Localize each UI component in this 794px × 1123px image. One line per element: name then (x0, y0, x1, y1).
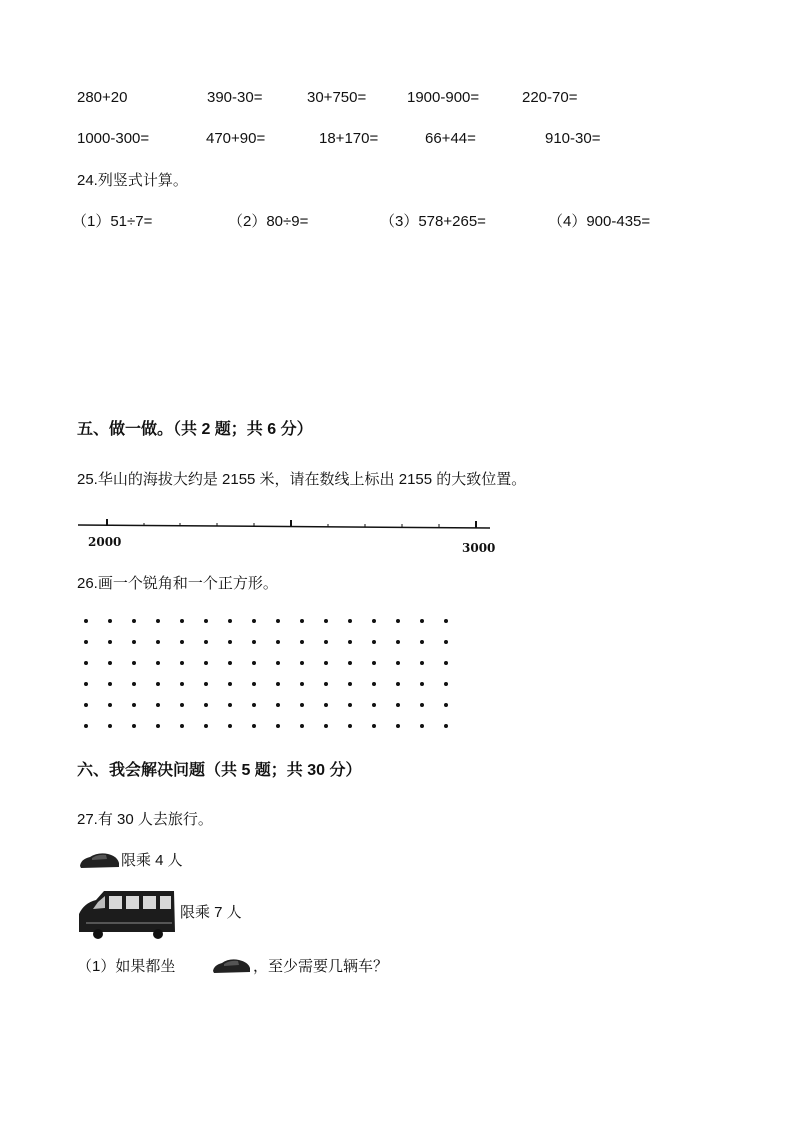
van-icon (76, 888, 178, 940)
grid-dot (420, 682, 424, 686)
grid-dot (204, 682, 208, 686)
grid-dot (276, 703, 280, 707)
grid-dot (300, 682, 304, 686)
grid-dot (180, 640, 184, 644)
grid-dot (324, 619, 328, 623)
grid-dot (252, 661, 256, 665)
question-27-text: 27.有 30 人去旅行。 (77, 811, 213, 828)
grid-dot (156, 661, 160, 665)
grid-dot (228, 661, 232, 665)
grid-dot (204, 640, 208, 644)
grid-dot (444, 640, 448, 644)
grid-dot (156, 682, 160, 686)
grid-dot (180, 661, 184, 665)
grid-dot (132, 661, 136, 665)
grid-dot (396, 703, 400, 707)
arith-item: 66+44= (425, 130, 476, 147)
section-5-heading: 五、做一做。（共 2 题；共 6 分） (77, 421, 313, 438)
grid-dot (204, 619, 208, 623)
grid-dot (84, 619, 88, 623)
grid-dot (132, 682, 136, 686)
grid-dot (132, 724, 136, 728)
arith-item: 910-30= (545, 130, 601, 147)
grid-dot (276, 640, 280, 644)
grid-dot (372, 724, 376, 728)
q24-item: （2）80÷9= (228, 213, 309, 230)
number-line (70, 512, 500, 536)
grid-dot (132, 703, 136, 707)
grid-dot (300, 640, 304, 644)
arith-item: 1000-300= (77, 130, 150, 147)
grid-dot (108, 682, 112, 686)
grid-dot (180, 682, 184, 686)
grid-dot (228, 724, 232, 728)
grid-dot (372, 703, 376, 707)
grid-dot (156, 619, 160, 623)
grid-dot (324, 682, 328, 686)
grid-dot (156, 724, 160, 728)
q24-item: （4）900-435= (548, 213, 651, 230)
grid-dot (300, 619, 304, 623)
grid-dot (300, 703, 304, 707)
grid-dot (204, 703, 208, 707)
grid-dot (372, 682, 376, 686)
grid-dot (132, 640, 136, 644)
grid-dot (108, 619, 112, 623)
grid-dot (444, 682, 448, 686)
grid-dot (84, 661, 88, 665)
q24-item: （3）578+265= (380, 213, 486, 230)
grid-dot (420, 703, 424, 707)
arith-item: 1900-900= (407, 89, 480, 106)
grid-dot (444, 619, 448, 623)
grid-dot (228, 682, 232, 686)
grid-dot (372, 619, 376, 623)
grid-dot (420, 724, 424, 728)
grid-dot (348, 640, 352, 644)
arith-item: 30+750= (307, 89, 367, 106)
car-capacity-label: 限乘 4 人 (121, 852, 183, 869)
question-26-text: 26.画一个锐角和一个正方形。 (77, 575, 278, 592)
q24-item: （1）51÷7= (72, 213, 153, 230)
grid-dot (348, 703, 352, 707)
grid-dot (420, 640, 424, 644)
grid-dot (180, 619, 184, 623)
grid-dot (276, 619, 280, 623)
grid-dot (156, 703, 160, 707)
grid-dot (300, 661, 304, 665)
grid-dot (420, 619, 424, 623)
grid-dot (108, 703, 112, 707)
grid-dot (324, 661, 328, 665)
grid-dot (252, 682, 256, 686)
arith-item: 280+20 (77, 89, 128, 106)
grid-dot (108, 724, 112, 728)
grid-dot (396, 724, 400, 728)
grid-dot (228, 640, 232, 644)
grid-dot (180, 703, 184, 707)
grid-dot (84, 640, 88, 644)
grid-dot (252, 619, 256, 623)
grid-dot (252, 640, 256, 644)
grid-dot (348, 724, 352, 728)
q27-sub1-suffix: ，至少需要几辆车？ (253, 958, 389, 975)
grid-dot (108, 661, 112, 665)
grid-dot (276, 724, 280, 728)
grid-dot (84, 682, 88, 686)
arith-item: 18+170= (319, 130, 379, 147)
grid-dot (132, 619, 136, 623)
grid-dot (204, 724, 208, 728)
arith-item: 390-30= (207, 89, 263, 106)
grid-dot (348, 661, 352, 665)
grid-dot (84, 703, 88, 707)
grid-dot (372, 661, 376, 665)
grid-dot (348, 682, 352, 686)
number-line-start-label: 2000 (88, 535, 122, 549)
car-icon (211, 956, 251, 975)
grid-dot (324, 703, 328, 707)
number-line-axis (78, 525, 490, 528)
grid-dot (300, 724, 304, 728)
grid-dot (252, 703, 256, 707)
grid-dot (228, 703, 232, 707)
grid-dot (228, 619, 232, 623)
number-line-end-label: 3000 (462, 541, 496, 555)
grid-dot (324, 724, 328, 728)
arith-item: 220-70= (522, 89, 578, 106)
grid-dot (396, 661, 400, 665)
arith-item: 470+90= (206, 130, 266, 147)
grid-dot (372, 640, 376, 644)
grid-dot (252, 724, 256, 728)
grid-dot (84, 724, 88, 728)
section-6-heading: 六、我会解决问题（共 5 题；共 30 分） (77, 762, 362, 779)
grid-dot (444, 661, 448, 665)
grid-dot (396, 682, 400, 686)
question-24-title: 24.列竖式计算。 (77, 172, 188, 189)
grid-dot (180, 724, 184, 728)
grid-dot (276, 661, 280, 665)
grid-dot (444, 703, 448, 707)
grid-dot (108, 640, 112, 644)
grid-dot (324, 640, 328, 644)
grid-dot (276, 682, 280, 686)
grid-dot (444, 724, 448, 728)
grid-dot (420, 661, 424, 665)
grid-dot (396, 619, 400, 623)
van-capacity-label: 限乘 7 人 (180, 904, 242, 921)
q27-sub1-prefix: （1）如果都坐 (77, 958, 176, 975)
grid-dot (156, 640, 160, 644)
question-25-text: 25.华山的海拔大约是 2155 米，请在数线上标出 2155 的大致位置。 (77, 471, 527, 488)
grid-dot (348, 619, 352, 623)
grid-dot (204, 661, 208, 665)
car-icon (78, 850, 120, 870)
grid-dot (396, 640, 400, 644)
